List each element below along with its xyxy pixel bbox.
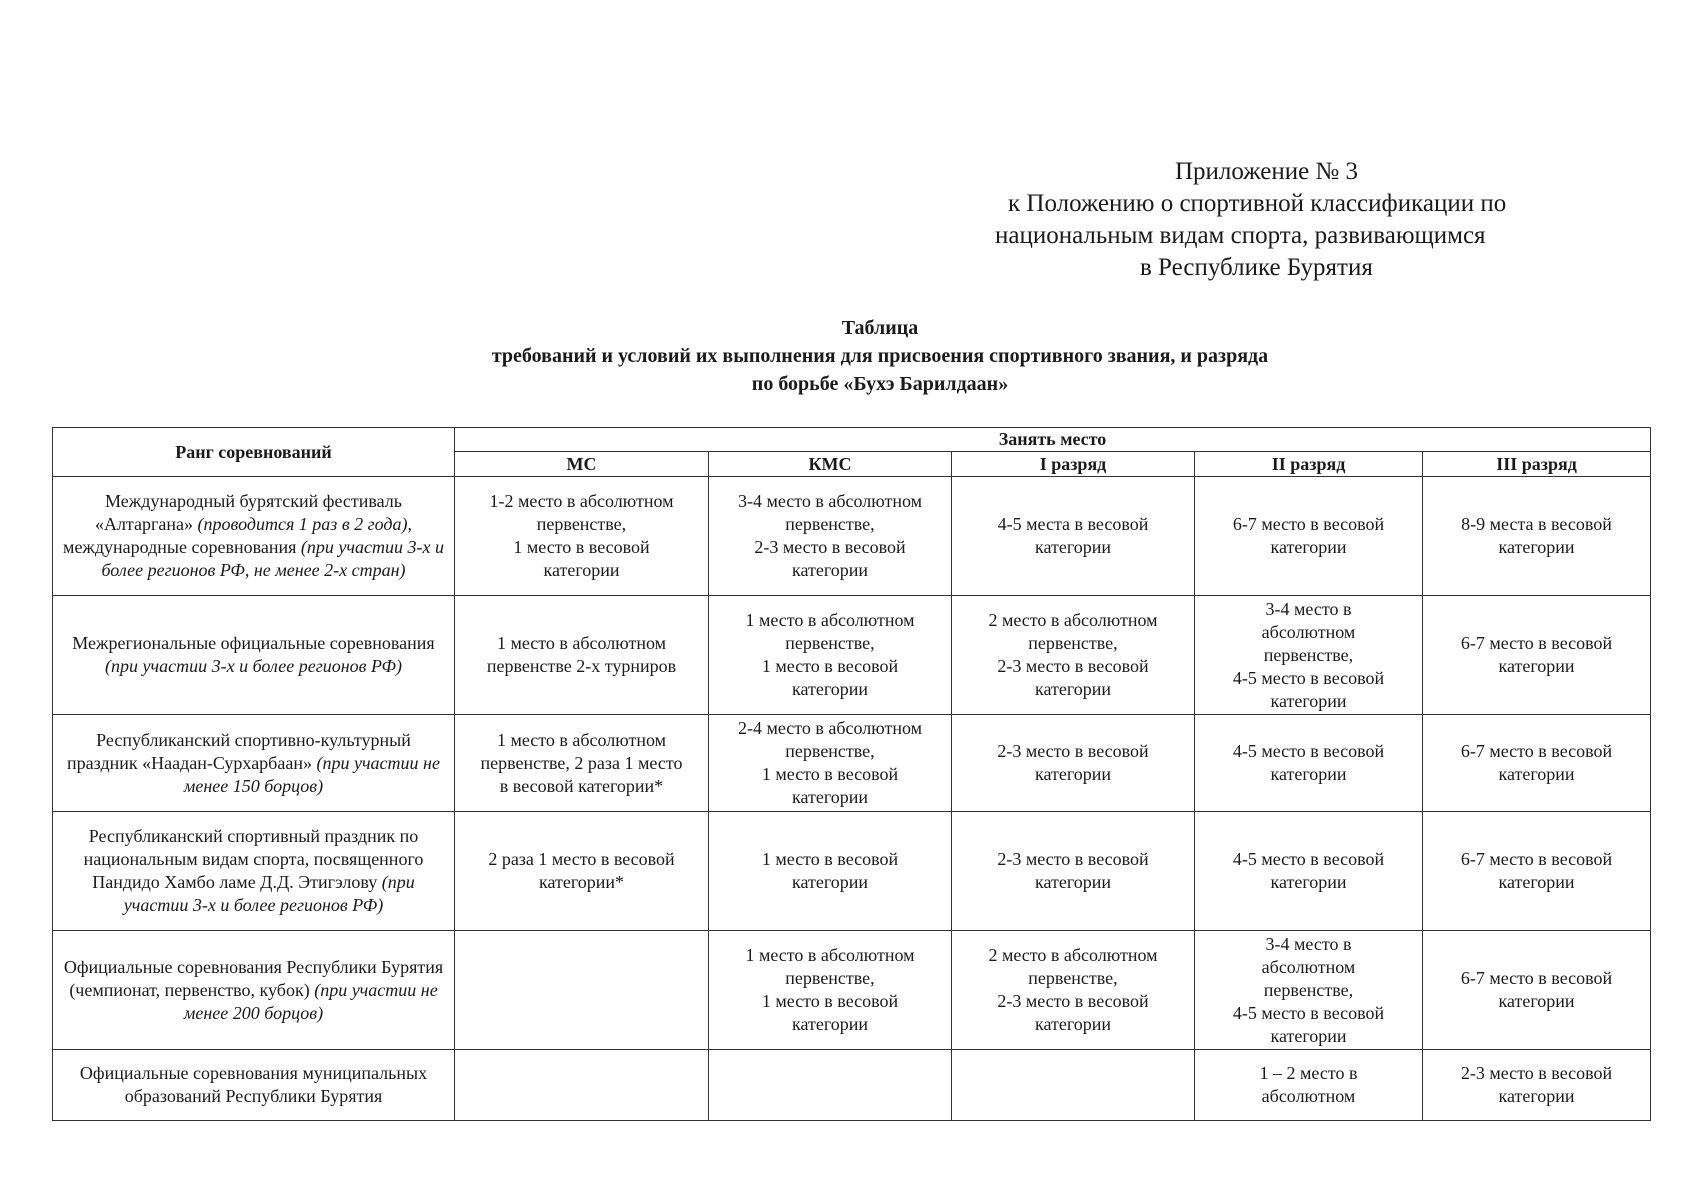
table-cell: 1 место в весовой категории — [709, 812, 952, 931]
table-cell: 2-4 место в абсолютном первенстве, 1 место в весовой категории — [709, 715, 952, 812]
column-header-rank-3: III разряд — [1423, 452, 1651, 477]
rank-header: Ранг соревнований — [53, 428, 455, 477]
table-cell: 1 – 2 место в абсолютном — [1195, 1050, 1423, 1121]
table-cell — [709, 1050, 952, 1121]
rank-cell — [53, 477, 455, 596]
table-cell: 3-4 место в абсолютном первенстве, 4-5 место в весовой категории — [1195, 931, 1423, 1050]
table-cell: 1-2 место в абсолютном первенстве, 1 место в весовой категории — [455, 477, 709, 596]
rank-name: Международный бурятский фестиваль «Алтаргана» — [94, 491, 402, 534]
appendix-header — [990, 156, 1610, 284]
rank-note: (при участии 3-х и более регионов РФ) — [105, 656, 402, 676]
rank-name: Официальные соревнования Республики Бурятия (чемпионат, первенство, кубок) — [63, 956, 444, 1000]
table-cell: 6-7 место в весовой категории — [1423, 715, 1651, 812]
table-cell: 3-4 место в абсолютном первенстве, 2-3 место в весовой категории — [709, 477, 952, 596]
rank-note: (при участии 3-х и более регионов РФ) — [123, 872, 415, 915]
table-cell: 2 раза 1 место в весовой категории* — [455, 812, 709, 931]
table-row — [53, 812, 1651, 931]
table-cell: 4-5 место в весовой категории — [1195, 812, 1423, 931]
table-cell: 2-3 место в весовой категории — [1423, 1050, 1651, 1121]
table-cell: 2-3 место в весовой категории — [952, 715, 1195, 812]
appendix-number: Приложение № 3 — [1175, 158, 1359, 185]
rank-name: Межрегиональные официальные соревнования — [72, 633, 435, 653]
rank-note: (проводится 1 раз в 2 года) — [197, 514, 408, 534]
table-cell — [455, 931, 709, 1050]
requirements-table — [52, 427, 1651, 1121]
table-cell: 4-5 места в весовой категории — [952, 477, 1195, 596]
table-cell: 1 место в абсолютном первенстве, 2 раза 1 место в весовой категории* — [455, 715, 709, 812]
appendix-line-2: к Положению о спортивной классификации по — [1008, 190, 1507, 217]
table-row — [53, 596, 1651, 715]
rank-name: Республиканский спортивный праздник по национальным видам спорта, посвященного Пандидо Хамбо ламе Д.Д. Этигэлову — [83, 826, 424, 892]
table-cell: 6-7 место в весовой категории — [1423, 812, 1651, 931]
rank-cell — [53, 715, 455, 812]
rank-cell — [53, 1050, 455, 1121]
table-cell: 2 место в абсолютном первенстве, 2-3 место в весовой категории — [952, 596, 1195, 715]
rank-name: Республиканский спортивно-культурный праздник «Наадан-Сурхарбаан» — [67, 729, 411, 773]
table-cell: 2-3 место в весовой категории — [952, 812, 1195, 931]
table-cell: 6-7 место в весовой категории — [1195, 477, 1423, 596]
table-cell: 8-9 места в весовой категории — [1423, 477, 1651, 596]
table-cell: 2 место в абсолютном первенстве, 2-3 место в весовой категории — [952, 931, 1195, 1050]
table-cell: 1 место в абсолютном первенстве, 1 место в весовой категории — [709, 931, 952, 1050]
column-header-rank-2: II разряд — [1195, 452, 1423, 477]
table-cell: 1 место в абсолютном первенстве 2-х турниров — [455, 596, 709, 715]
rank-note: (при участии не менее 150 борцов) — [183, 752, 440, 796]
rank-cell — [53, 596, 455, 715]
table-cell: 1 место в абсолютном первенстве, 1 место в весовой категории — [709, 596, 952, 715]
rank-note: (при участии 3-х и более регионов РФ, не менее 2-х стран) — [101, 537, 444, 580]
appendix-line-3: национальным видам спорта, развивающимся — [995, 222, 1486, 249]
document-title — [0, 314, 1698, 398]
table-cell: 6-7 место в весовой категории — [1423, 931, 1651, 1050]
table-cell: 3-4 место в абсолютном первенстве, 4-5 место в весовой категории — [1195, 596, 1423, 715]
place-header: Занять место — [455, 428, 1651, 452]
column-header-rank-1: I разряд — [952, 452, 1195, 477]
rank-cell — [53, 812, 455, 931]
table-row — [53, 477, 1651, 596]
table-cell — [952, 1050, 1195, 1121]
table-row — [53, 931, 1651, 1050]
table-row — [53, 715, 1651, 812]
table-cell: 4-5 место в весовой категории — [1195, 715, 1423, 812]
title-line-1: Таблица — [841, 317, 919, 339]
rank-note: (при участии не менее 200 борцов) — [183, 979, 438, 1023]
column-header-ms: МС — [455, 452, 709, 477]
rank-name: Официальные соревнования муниципальных образований Республики Бурятия — [79, 1063, 428, 1106]
appendix-line-4: в Республике Бурятия — [1140, 254, 1373, 281]
title-line-3: по борьбе «Бухэ Барилдаан» — [751, 373, 1009, 395]
table-cell — [455, 1050, 709, 1121]
title-line-2: требований и условий их выполнения для присвоения спортивного звания, и разряда — [491, 345, 1269, 367]
column-header-kms: КМС — [709, 452, 952, 477]
rank-name-cont: , международные соревнования — [63, 514, 413, 557]
rank-cell — [53, 931, 455, 1050]
table-row — [53, 1050, 1651, 1121]
table-cell: 6-7 место в весовой категории — [1423, 596, 1651, 715]
